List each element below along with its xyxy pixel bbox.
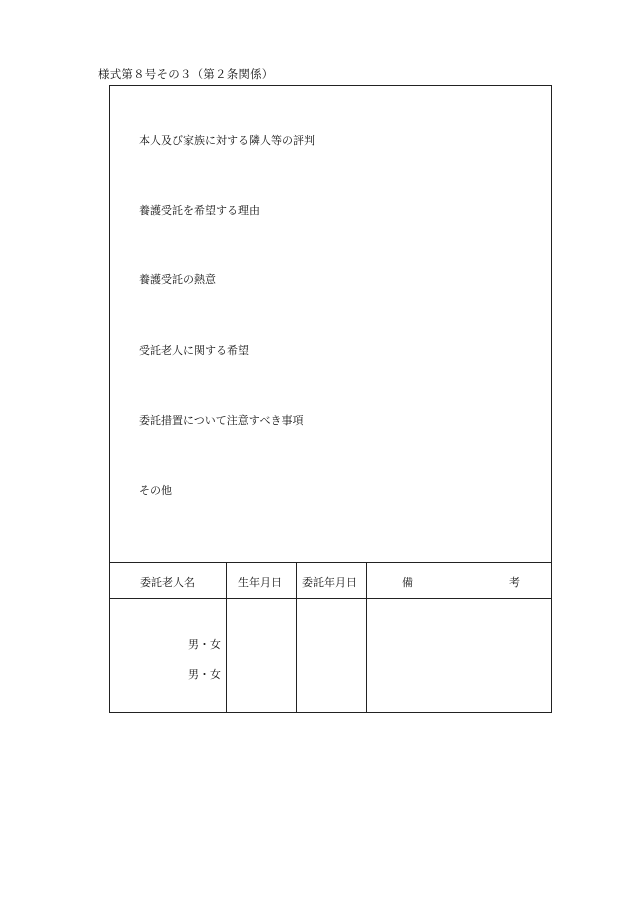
section-label-other: その他 [139,484,172,497]
form-box [109,85,552,713]
section-label-notes: 委託措置について注意すべき事項 [139,414,304,427]
form-title: 様式第８号その３（第２条関係） [98,67,274,81]
section-label-preference: 受託老人に関する希望 [139,344,249,357]
section-label-reason: 養護受託を希望する理由 [139,204,260,217]
header-entrust-date: 委託年月日 [302,576,357,589]
table-header-row [110,563,551,599]
header-remarks-2: 考 [509,576,520,589]
header-birth-date: 生年月日 [238,576,282,589]
section-label-reputation: 本人及び家族に対する隣人等の評判 [139,134,315,147]
header-elderly-name: 委託老人名 [140,576,195,589]
gender-option-row-2: 男・女 [188,668,221,681]
column-divider [226,563,227,713]
column-divider [296,563,297,713]
gender-option-row-1: 男・女 [188,638,221,651]
column-divider [366,563,367,713]
entrusted-elderly-table [110,562,551,713]
header-remarks-1: 備 [402,576,413,589]
section-label-enthusiasm: 養護受託の熱意 [139,273,216,286]
